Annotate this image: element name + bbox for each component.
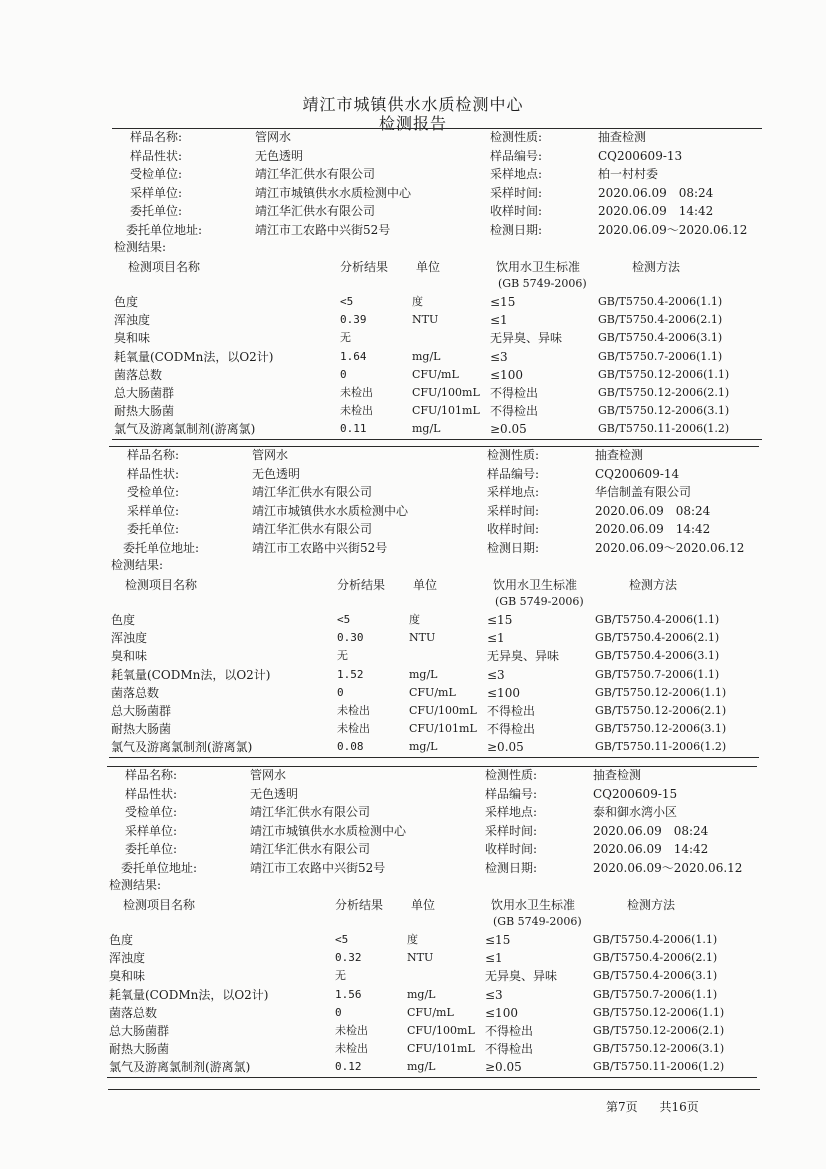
label-sampling-site: 采样地点: (485, 805, 538, 819)
cell-item: 菌落总数 (111, 685, 160, 700)
cell-method: GB/T5750.11-2006(1.2) (595, 740, 727, 754)
label-sample-state: 样品性状: (130, 148, 183, 163)
value-sample-no: CQ200609-13 (598, 148, 683, 163)
cell-standard: ≤1 (485, 951, 503, 966)
cell-result: 未检出 (337, 722, 370, 736)
label-sampling-unit: 采样单位: (130, 185, 183, 200)
value-inspected-unit: 靖江华汇供水有限公司 (255, 167, 376, 181)
label-sample-no: 样品编号: (487, 466, 540, 481)
value-test-date: 2020.06.09～2020.06.12 (598, 222, 748, 237)
value-test-nature: 抽查检测 (595, 448, 644, 462)
page-footer (606, 1098, 717, 1115)
cell-result: 0.30 (337, 631, 364, 645)
value-sample-no: CQ200609-15 (593, 786, 678, 801)
cell-item: 耗氧量(CODMn法，以O2计) (114, 349, 274, 364)
col-header-standard-ref: (GB 5749-2006) (493, 915, 582, 928)
report-title: 检测报告 (378, 114, 447, 133)
value-test-nature: 抽查检测 (598, 130, 647, 144)
cell-result: <5 (335, 933, 349, 946)
cell-item: 总大肠菌群 (109, 1024, 170, 1038)
cell-method: GB/T5750.7-2006(1.1) (593, 987, 718, 1001)
cell-standard: ≤100 (485, 1005, 518, 1020)
cell-method: GB/T5750.12-2006(3.1) (593, 1042, 725, 1056)
value-sampling-site: 柏一村村委 (598, 167, 659, 181)
cell-result: <5 (340, 295, 354, 308)
cell-unit: CFU/mL (407, 1005, 454, 1019)
cell-result: 0 (337, 685, 344, 699)
cell-standard: 无异臭、异味 (487, 649, 560, 664)
value-sample-state: 无色透明 (252, 466, 301, 481)
col-header-result: 分析结果 (337, 578, 386, 592)
label-sample-no: 样品编号: (490, 148, 543, 163)
label-receipt-time: 收样时间: (487, 522, 540, 536)
value-sample-name: 管网水 (250, 768, 287, 782)
col-header-standard: 饮用水卫生标准 (491, 898, 576, 912)
label-sample-no: 样品编号: (485, 786, 538, 801)
cell-standard: ≤15 (485, 933, 511, 947)
cell-result: 0.08 (337, 740, 364, 754)
page-total: 共16页 (659, 1100, 699, 1114)
cell-item: 浑浊度 (114, 313, 151, 328)
col-header-result: 分析结果 (340, 260, 389, 274)
cell-standard: 无异臭、异味 (490, 331, 563, 346)
block-top-rule (109, 446, 759, 447)
cell-method: GB/T5750.4-2006(1.1) (598, 295, 723, 308)
col-header-unit: 单位 (413, 578, 438, 592)
cell-result: 0.11 (340, 422, 367, 436)
col-header-item: 检测项目名称 (123, 898, 196, 912)
cell-item: 耗氧量(CODMn法，以O2计) (111, 667, 271, 682)
label-sampling-site: 采样地点: (487, 485, 540, 499)
cell-result: 未检出 (335, 1042, 368, 1056)
results-heading: 检测结果: (111, 558, 164, 572)
cell-unit: mg/L (412, 349, 441, 363)
cell-item: 总大肠菌群 (114, 386, 175, 400)
label-inspected-unit: 受检单位: (125, 805, 178, 819)
cell-item: 浑浊度 (111, 631, 148, 646)
cell-method: GB/T5750.11-2006(1.2) (593, 1060, 725, 1074)
cell-item: 耗氧量(CODMn法，以O2计) (109, 987, 269, 1002)
cell-standard: 不得检出 (490, 404, 539, 419)
cell-method: GB/T5750.4-2006(3.1) (598, 331, 723, 345)
value-client-unit: 靖江华汇供水有限公司 (250, 842, 371, 856)
cell-method: GB/T5750.4-2006(3.1) (595, 649, 720, 663)
cell-result: 1.56 (335, 987, 362, 1001)
cell-method: GB/T5750.4-2006(3.1) (593, 969, 718, 983)
cell-item: 色度 (109, 933, 134, 947)
cell-unit: NTU (412, 313, 439, 327)
label-client-unit: 委托单位: (127, 522, 180, 536)
cell-standard: ≥0.05 (485, 1060, 522, 1075)
value-sample-no: CQ200609-14 (595, 466, 680, 481)
cell-unit: 度 (407, 933, 418, 946)
cell-unit: CFU/101mL (407, 1042, 475, 1056)
cell-standard: 不得检出 (490, 386, 539, 400)
value-inspected-unit: 靖江华汇供水有限公司 (252, 485, 373, 499)
label-test-date: 检测日期: (490, 222, 543, 237)
col-header-standard-ref: (GB 5749-2006) (495, 595, 584, 608)
label-receipt-time: 收样时间: (490, 204, 543, 218)
cell-standard: ≤1 (487, 631, 505, 646)
label-sampling-time: 采样时间: (487, 503, 540, 518)
value-receipt-time: 2020.06.09 14:42 (598, 204, 714, 218)
cell-method: GB/T5750.12-2006(1.1) (595, 685, 727, 699)
cell-item: 氯气及游离氯制剂(游离氯) (109, 1060, 251, 1075)
value-test-nature: 抽查检测 (593, 768, 642, 782)
cell-unit: 度 (412, 295, 423, 308)
cell-unit: mg/L (407, 1060, 436, 1074)
block-bottom-rule (107, 1077, 757, 1078)
cell-standard: 不得检出 (487, 722, 536, 737)
label-client-unit: 委托单位: (125, 842, 178, 856)
label-test-date: 检测日期: (487, 540, 540, 555)
label-sampling-site: 采样地点: (490, 167, 543, 181)
cell-unit: NTU (407, 951, 434, 965)
cell-method: GB/T5750.12-2006(2.1) (593, 1024, 725, 1037)
cell-item: 臭和味 (109, 969, 146, 984)
cell-item: 臭和味 (114, 331, 151, 346)
value-sampling-unit: 靖江市城镇供水水质检测中心 (255, 185, 412, 200)
label-inspected-unit: 受检单位: (127, 485, 180, 499)
label-sampling-time: 采样时间: (490, 185, 543, 200)
cell-result: 无 (335, 969, 346, 983)
cell-unit: CFU/mL (412, 367, 459, 381)
value-sample-state: 无色透明 (255, 148, 304, 163)
label-client-address: 委托单位地址: (121, 860, 198, 875)
col-header-standard-ref: (GB 5749-2006) (498, 277, 587, 290)
cell-unit: CFU/101mL (412, 404, 480, 418)
label-inspected-unit: 受检单位: (130, 167, 183, 181)
cell-method: GB/T5750.12-2006(2.1) (595, 704, 727, 717)
cell-method: GB/T5750.12-2006(1.1) (593, 1005, 725, 1019)
cell-method: GB/T5750.4-2006(2.1) (595, 631, 720, 645)
cell-result: 未检出 (340, 404, 373, 418)
cell-method: GB/T5750.4-2006(1.1) (595, 613, 720, 626)
label-sample-state: 样品性状: (125, 786, 178, 801)
value-client-unit: 靖江华汇供水有限公司 (252, 522, 373, 536)
col-header-unit: 单位 (411, 898, 436, 912)
cell-item: 耐热大肠菌 (109, 1042, 170, 1057)
cell-method: GB/T5750.4-2006(2.1) (598, 313, 723, 327)
cell-unit: mg/L (409, 740, 438, 754)
value-receipt-time: 2020.06.09 14:42 (595, 522, 711, 536)
cell-item: 色度 (111, 613, 136, 627)
cell-unit: CFU/100mL (407, 1024, 475, 1037)
cell-method: GB/T5750.12-2006(2.1) (598, 386, 730, 399)
cell-result: 0.12 (335, 1060, 362, 1074)
block-top-rule (107, 766, 757, 767)
cell-standard: 无异臭、异味 (485, 969, 558, 984)
cell-result: 0.32 (335, 951, 362, 965)
value-client-address: 靖江市工农路中兴街52号 (252, 540, 388, 555)
org-title: 靖江市城镇供水水质检测中心 (302, 95, 524, 114)
label-client-address: 委托单位地址: (126, 222, 203, 237)
cell-unit: mg/L (407, 987, 436, 1001)
cell-unit: CFU/mL (409, 685, 456, 699)
cell-result: 0.39 (340, 313, 367, 327)
cell-unit: NTU (409, 631, 436, 645)
col-header-item: 检测项目名称 (128, 260, 201, 274)
cell-item: 总大肠菌群 (111, 704, 172, 718)
cell-result: 无 (340, 331, 351, 345)
cell-item: 浑浊度 (109, 951, 146, 966)
label-sampling-time: 采样时间: (485, 823, 538, 838)
value-sampling-time: 2020.06.09 08:24 (598, 185, 714, 200)
label-sample-name: 样品名称: (127, 448, 180, 462)
cell-item: 氯气及游离氯制剂(游离氯) (114, 422, 256, 437)
label-sample-name: 样品名称: (125, 768, 178, 782)
value-sample-name: 管网水 (255, 130, 292, 144)
value-sampling-site: 泰和御水湾小区 (593, 805, 678, 819)
cell-standard: ≤100 (490, 367, 523, 382)
label-sampling-unit: 采样单位: (125, 823, 178, 838)
cell-unit: mg/L (412, 422, 441, 436)
label-client-address: 委托单位地址: (123, 540, 200, 555)
value-sampling-unit: 靖江市城镇供水水质检测中心 (252, 503, 409, 518)
cell-item: 菌落总数 (109, 1005, 158, 1020)
value-sample-name: 管网水 (252, 448, 289, 462)
block-bottom-rule (109, 757, 759, 758)
cell-method: GB/T5750.7-2006(1.1) (595, 667, 720, 681)
label-test-nature: 检测性质: (487, 448, 540, 462)
cell-standard: ≥0.05 (487, 740, 524, 755)
value-sampling-time: 2020.06.09 08:24 (595, 503, 711, 518)
cell-item: 色度 (114, 295, 139, 309)
cell-unit: mg/L (409, 667, 438, 681)
cell-method: GB/T5750.4-2006(2.1) (593, 951, 718, 965)
block-bottom-rule (112, 439, 762, 440)
col-header-standard: 饮用水卫生标准 (493, 578, 578, 592)
results-heading: 检测结果: (109, 878, 162, 892)
cell-result: 1.52 (337, 667, 364, 681)
cell-result: 1.64 (340, 349, 367, 363)
page-number: 第7页 (606, 1100, 638, 1114)
value-test-date: 2020.06.09～2020.06.12 (593, 860, 743, 875)
cell-item: 氯气及游离氯制剂(游离氯) (111, 740, 253, 755)
cell-unit: CFU/100mL (409, 704, 477, 717)
cell-result: <5 (337, 613, 351, 626)
label-sampling-unit: 采样单位: (127, 503, 180, 518)
cell-method: GB/T5750.12-2006(1.1) (598, 367, 730, 381)
cell-result: 未检出 (335, 1024, 368, 1037)
value-sampling-unit: 靖江市城镇供水水质检测中心 (250, 823, 407, 838)
cell-method: GB/T5750.4-2006(1.1) (593, 933, 718, 946)
col-header-method: 检测方法 (629, 578, 678, 592)
results-heading: 检测结果: (114, 240, 167, 254)
cell-standard: ≤100 (487, 685, 520, 700)
col-header-method: 检测方法 (632, 260, 681, 274)
col-header-unit: 单位 (416, 260, 441, 274)
col-header-result: 分析结果 (335, 898, 384, 912)
value-sample-state: 无色透明 (250, 786, 299, 801)
cell-method: GB/T5750.12-2006(3.1) (598, 404, 730, 418)
cell-unit: CFU/100mL (412, 386, 480, 399)
label-client-unit: 委托单位: (130, 204, 183, 218)
cell-standard: ≤3 (490, 349, 508, 364)
cell-unit: CFU/101mL (409, 722, 477, 736)
value-sampling-site: 华信制盖有限公司 (595, 485, 692, 499)
value-test-date: 2020.06.09～2020.06.12 (595, 540, 745, 555)
col-header-standard: 饮用水卫生标准 (496, 260, 581, 274)
cell-item: 耐热大肠菌 (111, 722, 172, 737)
block-top-rule (112, 128, 762, 129)
label-receipt-time: 收样时间: (485, 842, 538, 856)
cell-standard: 不得检出 (487, 704, 536, 718)
cell-standard: ≤15 (487, 613, 513, 627)
col-header-item: 检测项目名称 (125, 578, 198, 592)
cell-result: 无 (337, 649, 348, 663)
value-inspected-unit: 靖江华汇供水有限公司 (250, 805, 371, 819)
label-sample-state: 样品性状: (127, 466, 180, 481)
value-sampling-time: 2020.06.09 08:24 (593, 823, 709, 838)
value-client-unit: 靖江华汇供水有限公司 (255, 204, 376, 218)
cell-unit: 度 (409, 613, 420, 626)
cell-item: 臭和味 (111, 649, 148, 664)
value-client-address: 靖江市工农路中兴街52号 (250, 860, 386, 875)
label-test-date: 检测日期: (485, 860, 538, 875)
cell-standard: ≤3 (487, 667, 505, 682)
label-test-nature: 检测性质: (485, 768, 538, 782)
col-header-method: 检测方法 (627, 898, 676, 912)
cell-item: 菌落总数 (114, 367, 163, 382)
cell-method: GB/T5750.11-2006(1.2) (598, 422, 730, 436)
cell-result: 未检出 (337, 704, 370, 717)
value-client-address: 靖江市工农路中兴街52号 (255, 222, 391, 237)
cell-standard: ≤3 (485, 987, 503, 1002)
footer-rule (108, 1089, 760, 1090)
cell-item: 耐热大肠菌 (114, 404, 175, 419)
cell-standard: 不得检出 (485, 1042, 534, 1057)
label-test-nature: 检测性质: (490, 130, 543, 144)
cell-standard: ≤15 (490, 295, 516, 309)
cell-standard: ≤1 (490, 313, 508, 328)
cell-result: 0 (335, 1005, 342, 1019)
cell-method: GB/T5750.12-2006(3.1) (595, 722, 727, 736)
cell-method: GB/T5750.7-2006(1.1) (598, 349, 723, 363)
label-sample-name: 样品名称: (130, 130, 183, 144)
value-receipt-time: 2020.06.09 14:42 (593, 842, 709, 856)
cell-result: 0 (340, 367, 347, 381)
cell-standard: ≥0.05 (490, 422, 527, 437)
cell-result: 未检出 (340, 386, 373, 399)
cell-standard: 不得检出 (485, 1024, 534, 1038)
